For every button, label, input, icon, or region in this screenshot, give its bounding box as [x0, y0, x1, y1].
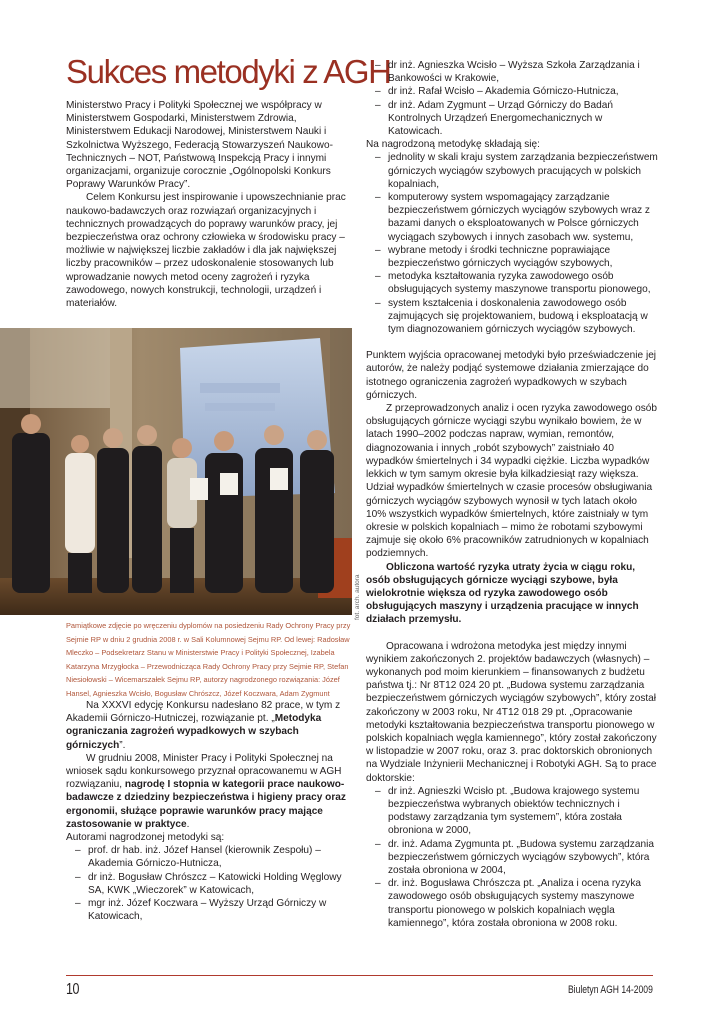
list-item: – dr inż. Agnieszki Wcisło pt. „Budowa krajowego systemu bezpieczeństwa wybranych obiektów technicznych i podstawy zarządzania tym systemem”, która została obroniona w 2000, — [366, 785, 658, 838]
authors-list — [66, 844, 350, 923]
photo-credit: fot. arch. autora — [354, 574, 361, 620]
list-item: – prof. dr hab. inż. Józef Hansel (kierownik Zespołu) – Akademia Górniczo-Hutnicza, — [66, 844, 350, 870]
award-ceremony-photo — [0, 328, 352, 615]
photo-illustration — [0, 328, 352, 615]
publication-name: Biuletyn AGH 14-2009 — [568, 984, 653, 996]
award-category: nagrodę I stopnia w kategorii prace naukowo-badawcze z dziedziny bezpieczeństwa i higieny pracy oraz ergonomii, służące poprawie warunków pracy mające zastosowanie w praktyce — [66, 779, 346, 830]
right-column — [366, 59, 658, 930]
list-item: – dr inż. Rafał Wcisło – Akademia Górniczo-Hutnicza, — [366, 85, 658, 98]
risk-paragraph: Obliczona wartość ryzyka utraty życia w ciągu roku, osób obsługujących górnicze wyciągi szybowe, była wielokrotnie większa od ryzyka zawodowego osób obsługujących maszyny i urządzenia pracujące w innych działach przemysłu. — [366, 561, 639, 626]
list-item: – mgr inż. Józef Koczwara – Wyższy Urząd Górniczy w Katowicach, — [66, 897, 350, 923]
theses-list — [366, 785, 658, 930]
left-bottom — [66, 699, 350, 923]
page-number: 10 — [66, 981, 79, 998]
premise-paragraph: Punktem wyjścia opracowanej metodyki było przeświadczenie jej autorów, że należy podjąć systemowe działania zmierzające do istotnego ograniczenia zagrożeń wypadkowych w szybach górniczych. — [366, 350, 657, 401]
list-item: – dr inż. Adam Zygmunt – Urząd Górniczy do Badań Kontrolnych Urządzeń Energomechanicznych w Katowicach. — [366, 99, 658, 139]
award-paragraph: W grudniu 2008, Minister Pracy i Polityki Społecznej na wniosek sądu konkursowego przyznał opracowanemu w AGH rozwiązaniu, nagrodę I stopnia w kategorii prace naukowo-badawcze z dziedziny bezpieczeństwa i higieny pracy oraz ergonomii, służące poprawie warunków pracy mające zastosowanie w praktyce. — [66, 752, 346, 830]
list-item: – metodyka kształtowania ryzyka zawodowego osób obsługujących systemy maszynowe transportu pionowego, — [366, 270, 658, 296]
list-item: – wybrane metody i środki techniczne poprawiające bezpieczeństwo górniczych wyciągów szybowych, — [366, 244, 658, 270]
footer-rule — [66, 975, 653, 976]
intro-paragraph-2: Celem Konkursu jest inspirowanie i upowszechnianie prac naukowo-badawczych oraz rozwiązań organizacyjnych i technicznych prowadzących do poprawy warunków pracy, jej bezpieczeństwa oraz ochrony człowieka w środowisku pracy – możliwie w największej liczbie zakładów i dla jak największej liczby pracowników – przez udoskonalenie stosowanych lub wprowadzanie nowych metod oceny zagrożeń i ryzyka zawodowego, nowych konstrukcji, technologii, urządzeń i materiałów. — [66, 192, 346, 310]
list-item: – dr inż. Agnieszka Wcisło – Wyższa Szkoła Zarządzania i Bankowości w Krakowie, — [366, 59, 658, 85]
left-intro — [66, 99, 350, 310]
list-item: – dr. inż. Adama Zygmunta pt. „Budowa systemu zarządzania bezpieczeństwem górniczych wyciągów szybowych”, która została obroniona w 2004, — [366, 838, 658, 878]
list-item: – dr. inż. Bogusława Chrószcza pt. „Analiza i ocena ryzyka zawodowego osób obsługujących systemy maszynowe transportu pionowego w polskich kopalniach węgla kamiennego”, która została obroniona w 2008 roku. — [366, 877, 658, 930]
submissions-paragraph: Na XXXVI edycję Konkursu nadesłano 82 prace, w tym z Akademii Górniczo-Hutniczej, rozwiązanie pt. „Metodyka ograniczania zagrożeń wypadkowych w szybach górniczych”. — [66, 700, 341, 751]
list-item: – dr inż. Bogusław Chrószcz – Katowicki Holding Węglowy SA, KWK „Wieczorek” w Katowicach, — [66, 871, 350, 897]
list-item: – jednolity w skali kraju system zarządzania bezpieczeństwem górniczych wyciągów szybowych pracujących w polskich kopalniach, — [366, 151, 658, 191]
authors-intro: Autorami nagrodzonej metodyki są: — [66, 832, 225, 844]
project-title: Metodyka ograniczania zagrożeń wypadkowych w szybach górniczych — [66, 713, 322, 751]
analysis-paragraph: Z przeprowadzonych analiz i ocen ryzyka zawodowego osób obsługujących górnicze wyciągi szybu wynikało bowiem, że w latach 1990–2002 podczas napraw, wymian, remontów, diagnozowania i innych „robót szybowych” zaistniało 40 wypadków śmiertelnych i 34 wypadki ciężkie. Liczba wypadków lekkich w tym samym okresie była kilkadziesiąt razy większa. Udział wypadków śmiertelnych w czasie procesów obsługiwania górniczych wyciągów szybowych wynosił w tych latach około 10% wszystkich wypadków śmiertelnych, które zaistniały w tym okresie w polskich kopalniach – mimo że robotami szybowymi zajmuje się około 6% pracowników zatrudnionych w kopalniach podziemnych. — [366, 403, 657, 560]
components-intro: Na nagrodzoną metodykę składają się: — [366, 139, 540, 151]
components-list — [366, 151, 658, 336]
authors-list-continued — [366, 59, 658, 138]
list-item: – komputerowy system wspomagający zarządzanie bezpieczeństwem górniczych wyciągów szybowych wraz z bazami danych o eksploatowanych w Polsce górniczych wyciągach szybowych i innych zasobach ww. systemu, — [366, 191, 658, 244]
article-title: Sukces metodyki z AGH — [66, 53, 391, 90]
intro-paragraph-1: Ministerstwo Pracy i Polityki Społecznej we współpracy w Ministerstwem Gospodarki, Ministerstwem Zdrowia, Ministerstwem Edukacji Narodowej, Ministerstwem Nauki i Szkolnictwa Wyższego, Federacją Stowarzyszeń Naukowo-Technicznych – NOT, Państwową Inspekcją Pracy i innymi organizacjami, organizuje corocznie „Ogólnopolski Konkurs Poprawy Warunków Pracy”. — [66, 100, 333, 191]
projects-paragraph: Opracowana i wdrożona metodyka jest między innymi wynikiem zakończonych 2. projektów badawczych (własnych) – wykonanych pod moim kierunkiem – finansowanych z budżetu państwa tj.: Nr 8T12 024 20 pt. „Budowa systemu zarządzania bezpieczeństwem górniczych wyciągów szybowych”, który został zakończony w 2003 roku, Nr 4T12 018 29 pt. „Opracowanie metodyki kształtowania bezpieczeństwa transportu pionowego w polskich kopalniach węgla kamiennego”, który został zakończony w listopadzie w 2007 roku, oraz 3. prac doktorskich obronionych na Wydziale Inżynierii Mechanicznej i Robotyki AGH. Są to prace doktorskie: — [366, 640, 657, 784]
photo-caption: Pamiątkowe zdjęcie po wręczeniu dyplomów na posiedzeniu Rady Ochrony Pracy przy Sejmie RP w dniu 2 grudnia 2008 r. w Sali Kolumnowej Sejmu RP. Od lewej: Radosław Mleczko – Podsekretarz Stanu w Ministerstwie Pracy i Polityki Społecznej, Izabela Katarzyna Mrzygłocka – Przewodnicząca Rady Ochrony Pracy przy Sejmie RP, Stefan Niesiołowski – Wicemarszałek Sejmu RP, autorzy nagrodzonego rozwiązania: Józef Hansel, Agnieszka Wcisło, Bogusław Chrószcz, Józef Koczwara, Adam Zygmunt — [66, 621, 351, 698]
list-item: – system kształcenia i doskonalenia zawodowego osób zajmujących się projektowaniem, budową i eksploatacją w tym diagnozowaniem górniczych wyciągów szybowych. — [366, 297, 658, 337]
